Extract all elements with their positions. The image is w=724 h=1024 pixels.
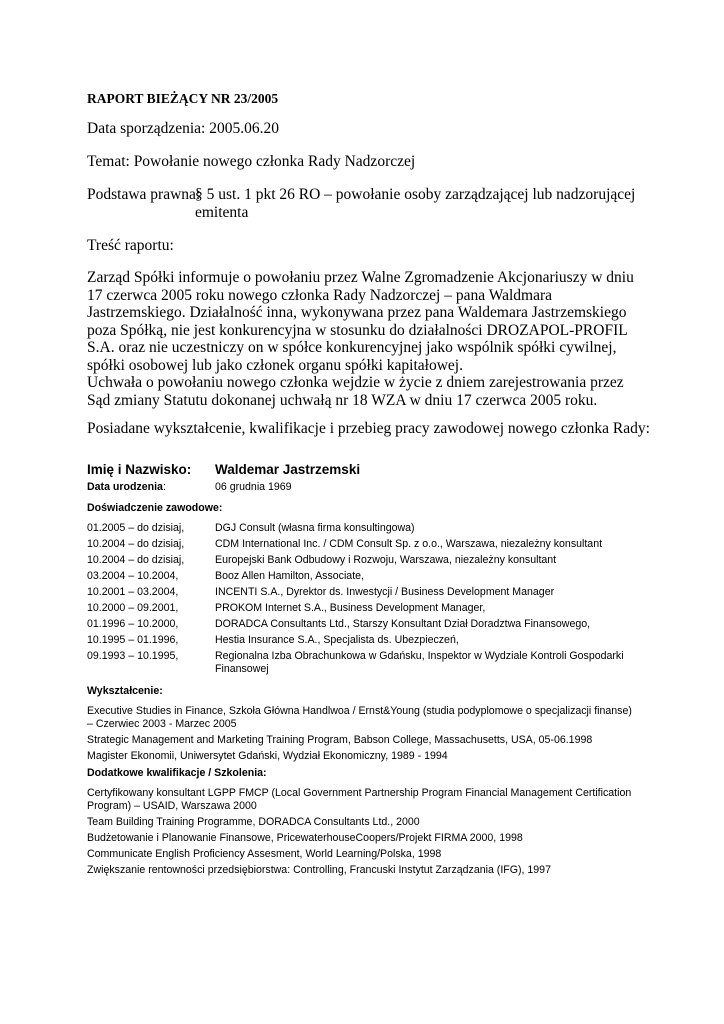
cv-birth-value: 06 grudnia 1969 bbox=[215, 481, 292, 493]
experience-row bbox=[87, 554, 647, 567]
experience-period: 01.2005 – do dzisiaj, bbox=[87, 522, 185, 534]
experience-description: INCENTI S.A., Dyrektor ds. Inwestycji / Business Development Manager bbox=[215, 586, 555, 598]
experience-period: 01.1996 – 10.2000, bbox=[87, 618, 179, 630]
experience-row bbox=[87, 570, 647, 583]
experience-description: PROKOM Internet S.A., Business Development Manager, bbox=[215, 602, 486, 614]
education-list bbox=[87, 705, 647, 763]
qualifications-intro: Posiadane wykształcenie, kwalifikacje i przebieg pracy zawodowej nowego członka Rady: bbox=[87, 420, 650, 437]
additional-item: Communicate English Proficiency Assesment, World Learning/Polska, 1998 bbox=[87, 848, 442, 860]
cv-birth-label: Data urodzenia bbox=[87, 481, 163, 493]
education-heading: Wykształcenie: bbox=[87, 685, 163, 697]
experience-description: DGJ Consult (własna firma konsultingowa) bbox=[215, 522, 415, 534]
experience-section bbox=[87, 502, 647, 679]
experience-period: 09.1993 – 10.1995, bbox=[87, 650, 179, 662]
content-label: Treść raportu: bbox=[87, 237, 174, 254]
additional-list bbox=[87, 787, 647, 877]
experience-period: 10.2004 – do dzisiaj, bbox=[87, 554, 185, 566]
experience-row bbox=[87, 618, 647, 631]
experience-list bbox=[87, 522, 647, 676]
additional-item: Zwiększanie rentowności przedsiębiorstwa: Controlling, Francuski Instytut Zarządzania (IFG), 1997 bbox=[87, 864, 551, 876]
report-paragraph-1: Zarząd Spółki informuje o powołaniu przez Walne Zgromadzenie Akcjonariuszy w dniu 17 czerwca 2005 roku nowego członka Rady Nadzorczej – pana Waldmara Jastrzemskiego. Działalność inna, wykonywana przez pana Waldemara Jastrzemskiego poza Spółką, nie jest konkurencyjna w stosunku do działalności DROZAPOL-PROFIL S.A. oraz nie uczestniczy on w spółce konkurencyjnej jako wspólnik spółki cywilnej, spółki osobowej lub jako członek organu spółki kapitałowej. bbox=[87, 269, 634, 374]
cv-birth-row bbox=[87, 481, 292, 494]
education-section bbox=[87, 685, 647, 766]
legal-basis-value: § 5 ust. 1 pkt 26 RO – powołanie osoby zarządzającej lub nadzorującej emitenta bbox=[195, 186, 636, 221]
additional-heading: Dodatkowe kwalifikacje / Szkolenia: bbox=[87, 767, 267, 779]
additional-item: Certyfikowany konsultant LGPP FMCP (Local Government Partnership Program Financial Management Certification Program) – USAID, Warszawa 2000 bbox=[87, 787, 632, 812]
report-date: Data sporządzenia: 2005.06.20 bbox=[87, 120, 279, 137]
experience-row bbox=[87, 602, 647, 615]
experience-description: Regionalna Izba Obrachunkowa w Gdańsku, Inspektor w Wydziale Kontroli Gospodarki Finansowej bbox=[215, 650, 624, 675]
experience-description: Hestia Insurance S.A., Specjalista ds. Ubezpieczeń, bbox=[215, 634, 459, 646]
experience-row bbox=[87, 634, 647, 647]
experience-period: 10.2001 – 03.2004, bbox=[87, 586, 179, 598]
experience-row bbox=[87, 586, 647, 599]
additional-section bbox=[87, 767, 647, 880]
education-item: Magister Ekonomii, Uniwersytet Gdański, Wydział Ekonomiczny, 1989 - 1994 bbox=[87, 750, 448, 762]
experience-period: 10.2004 – do dzisiaj, bbox=[87, 538, 185, 550]
experience-period: 10.1995 – 01.1996, bbox=[87, 634, 179, 646]
experience-period: 03.2004 – 10.2004, bbox=[87, 570, 179, 582]
cv-name-value: Waldemar Jastrzemski bbox=[215, 462, 361, 477]
cv-name-row bbox=[87, 462, 361, 477]
experience-heading: Doświadczenie zawodowe: bbox=[87, 502, 223, 514]
report-topic: Temat: Powołanie nowego członka Rady Nadzorczej bbox=[87, 153, 416, 170]
experience-row bbox=[87, 538, 647, 551]
experience-description: Booz Allen Hamilton, Associate, bbox=[215, 570, 364, 582]
education-item: Strategic Management and Marketing Training Program, Babson College, Massachusetts, USA, 05-06.1998 bbox=[87, 734, 593, 746]
experience-row bbox=[87, 650, 647, 676]
report-paragraph-2: Uchwała o powołaniu nowego członka wejdzie w życie z dniem zarejestrowania przez Sąd zmiany Statutu dokonanej uchwałą nr 18 WZA w dniu 17 czerwca 2005 roku. bbox=[87, 374, 624, 409]
experience-row bbox=[87, 522, 647, 535]
experience-description: CDM International Inc. / CDM Consult Sp. z o.o., Warszawa, niezależny konsultant bbox=[215, 538, 603, 550]
legal-basis-label: Podstawa prawna: bbox=[87, 186, 201, 203]
cv-birth-colon: : bbox=[162, 481, 166, 493]
experience-description: DORADCA Consultants Ltd., Starszy Konsultant Dział Doradztwa Finansowego, bbox=[215, 618, 591, 630]
experience-description: Europejski Bank Odbudowy i Rozwoju, Warszawa, niezależny konsultant bbox=[215, 554, 557, 566]
report-body bbox=[87, 269, 647, 409]
cv-name-label: Imię i Nazwisko: bbox=[87, 462, 192, 477]
education-item: Executive Studies in Finance, Szkoła Główna Handlwoa / Ernst&Young (studia podyplomowe o specjalizacji finanse) – Czerwiec 2003 - Marzec 2005 bbox=[87, 705, 632, 730]
report-title: RAPORT BIEŻĄCY NR 23/2005 bbox=[87, 91, 279, 106]
additional-item: Budżetowanie i Planowanie Finansowe, PricewaterhouseCoopers/Projekt FIRMA 2000, 1998 bbox=[87, 832, 523, 844]
additional-item: Team Building Training Programme, DORADCA Consultants Ltd., 2000 bbox=[87, 816, 420, 828]
experience-period: 10.2000 – 09.2001, bbox=[87, 602, 179, 614]
